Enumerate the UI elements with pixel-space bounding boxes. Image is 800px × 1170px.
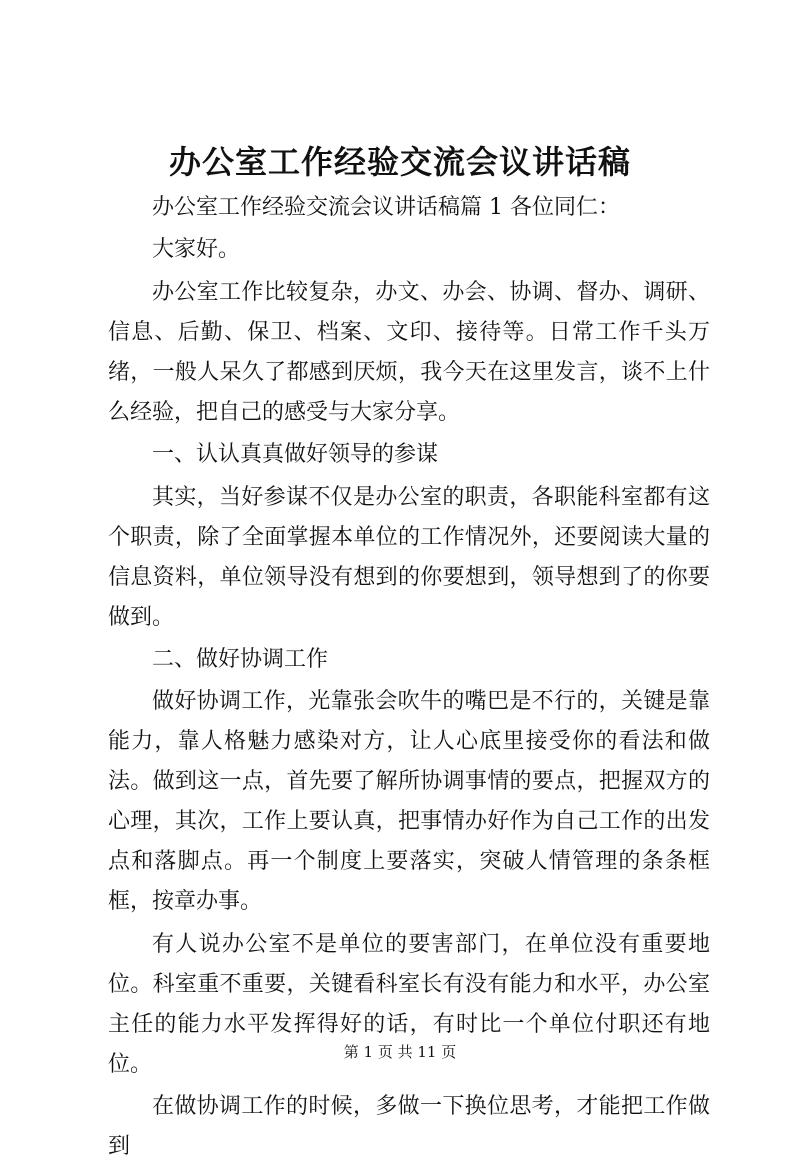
document-body: [108, 188, 710, 1170]
page-footer: 第 1 页 共 11 页: [343, 1043, 457, 1061]
document-title: 办公室工作经验交流会议讲话稿: [168, 143, 631, 181]
section-heading-2: 二、做好协调工作: [152, 646, 329, 672]
paragraph-importance: 有人说办公室不是单位的要害部门，在单位没有重要地位。科室重不重要，关键看科室长有没有能力和水平，办公室主任的能力水平发挥得好的话，有时比一个单位付职还有地位。: [108, 931, 710, 1077]
paragraph-intro: 办公室工作比较复杂，办文、办会、协调、督办、调研、信息、后勤、保卫、档案、文印、接待等。日常工作千头万绪，一般人呆久了都感到厌烦，我今天在这里发言，谈不上什么经验，把自己的感受与大家分享。: [108, 279, 710, 425]
paragraph-continued: 在做协调工作的时候，多做一下换位思考，才能把工作做到: [108, 1094, 710, 1160]
paragraph-opening: 办公室工作经验交流会议讲话稿篇 1 各位同仁：: [152, 195, 620, 220]
paragraph-section-2: 做好协调工作，光靠张会吹牛的嘴巴是不行的，关键是靠能力，靠人格魅力感染对方，让人心底里接受你的看法和做法。做到这一点，首先要了解所协调事情的要点，把握双方的心理，其次，工作上要认真，把事情办好作为自己工作的出发点和落脚点。再一个制度上要落实，突破人情管理的条条框框，按章办事。: [108, 689, 710, 915]
paragraph-greeting: 大家好。: [152, 237, 241, 263]
paragraph-section-1: 其实，当好参谋不仅是办公室的职责，各职能科室都有这个职责，除了全面掌握本单位的工作情况外，还要阅读大量的信息资料，单位领导没有想到的你要想到，领导想到了的你要做到。: [108, 484, 710, 630]
section-heading-1: 一、认认真真做好领导的参谋: [152, 442, 439, 468]
